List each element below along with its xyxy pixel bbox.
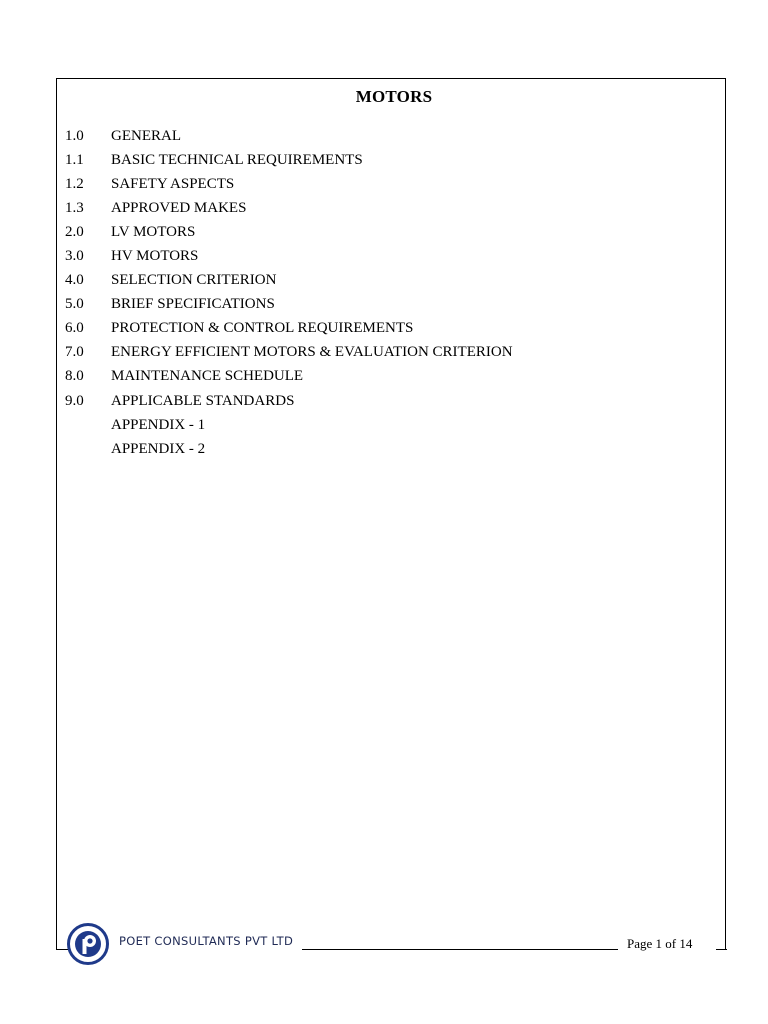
footer-border-right xyxy=(716,949,727,950)
toc-label: PROTECTION & CONTROL REQUIREMENTS xyxy=(111,320,414,337)
page-number: Page 1 of 14 xyxy=(627,936,693,951)
toc-number: 1.0 xyxy=(65,127,84,144)
toc-entry xyxy=(65,365,513,389)
toc-entry xyxy=(65,172,513,196)
toc-number: 1.1 xyxy=(65,151,84,168)
table-of-contents xyxy=(65,124,513,461)
company-logo xyxy=(67,923,109,965)
toc-entry xyxy=(65,341,513,365)
toc-label: SAFETY ASPECTS xyxy=(111,175,235,192)
toc-label: HV MOTORS xyxy=(111,248,199,265)
toc-entry xyxy=(65,317,513,341)
company-name: POET CONSULTANTS PVT LTD xyxy=(119,934,294,948)
toc-label: MAINTENANCE SCHEDULE xyxy=(111,368,304,385)
toc-label: LV MOTORS xyxy=(111,223,196,240)
toc-entry xyxy=(65,244,513,268)
toc-entry xyxy=(65,269,513,293)
toc-label: SELECTION CRITERION xyxy=(111,272,277,289)
toc-label: BRIEF SPECIFICATIONS xyxy=(111,296,275,313)
toc-entry xyxy=(65,220,513,244)
footer-rule xyxy=(302,949,618,950)
toc-number: 5.0 xyxy=(65,296,84,313)
toc-number: 2.0 xyxy=(65,223,84,240)
toc-number: 8.0 xyxy=(65,368,84,385)
toc-number: 9.0 xyxy=(65,392,84,409)
toc-entry xyxy=(65,148,513,172)
toc-label: APPROVED MAKES xyxy=(111,199,247,216)
toc-entry xyxy=(65,389,513,413)
toc-number: 1.2 xyxy=(65,175,84,192)
toc-label: ENERGY EFFICIENT MOTORS & EVALUATION CRITERION xyxy=(111,344,513,361)
toc-label: APPLICABLE STANDARDS xyxy=(111,392,295,409)
toc-label: APPENDIX - 1 xyxy=(111,416,206,433)
toc-entry xyxy=(65,437,513,461)
toc-number: 4.0 xyxy=(65,272,84,289)
toc-entry xyxy=(65,196,513,220)
toc-entry xyxy=(65,124,513,148)
toc-entry xyxy=(65,293,513,317)
document-title: MOTORS xyxy=(355,87,433,106)
toc-number: 3.0 xyxy=(65,248,84,265)
toc-number: 6.0 xyxy=(65,320,84,337)
toc-entry xyxy=(65,413,513,437)
toc-label: BASIC TECHNICAL REQUIREMENTS xyxy=(111,151,363,168)
toc-number: 7.0 xyxy=(65,344,84,361)
toc-label: APPENDIX - 2 xyxy=(111,440,206,457)
toc-number: 1.3 xyxy=(65,199,84,216)
toc-label: GENERAL xyxy=(111,127,181,144)
